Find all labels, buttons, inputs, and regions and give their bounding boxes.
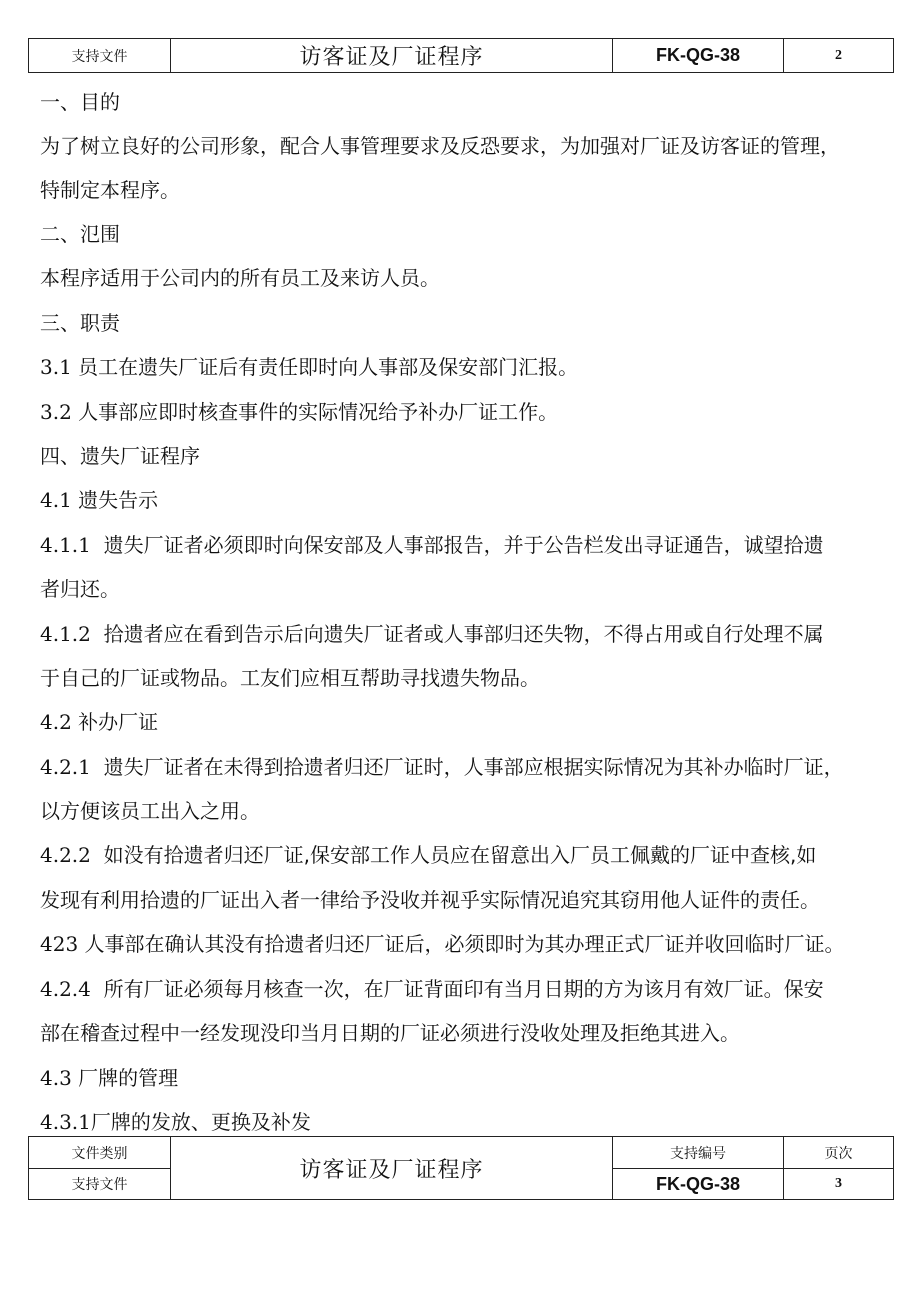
clause-number: 423: [40, 932, 79, 956]
section-heading-scope: 二、氾围: [40, 222, 120, 246]
paragraph-line: 本程序适用于公司内的所有员工及来访人员。: [40, 266, 440, 290]
clause-text: 人事部在确认其没有拾遗者归还厂证后，必须即时为其办理正式厂证并收回临时厂证。: [84, 932, 845, 956]
clause-number: 4.2.2: [40, 843, 91, 867]
section-heading-purpose: 一、目的: [40, 90, 120, 114]
clause-4-1-1: [40, 531, 824, 559]
clause-number: 4.2: [40, 710, 72, 734]
top-header-table: [28, 38, 894, 73]
clause-4-2-4: [40, 975, 824, 1003]
clause-number: 4.3: [40, 1066, 72, 1090]
paragraph-line: 以方便该员工出入之用。: [40, 799, 260, 823]
paragraph-line: 特制定本程序。: [40, 178, 180, 202]
clause-4-1: [40, 486, 158, 514]
clause-4-2-3: [40, 930, 845, 958]
clause-4-3: [40, 1064, 178, 1092]
clause-4-3-1: [40, 1108, 311, 1136]
clause-text: 遗失厂证者必须即时向保安部及人事部报告，并于公告栏发出寻证通告，诚望拾遗: [103, 533, 824, 557]
clause-number: 4.1: [40, 488, 72, 512]
paragraph-line: 部在稽查过程中一经发现没印当月日期的厂证必须进行没收处理及拒绝其进入。: [40, 1021, 740, 1045]
doc-code-cell: FK-QG-38: [613, 1169, 784, 1200]
doc-type-cell: 支持文件: [29, 1169, 171, 1200]
paragraph-line: 于自己的厂证或物品。工友们应相互帮助寻找遗失物品。: [40, 666, 540, 690]
clause-number: 3.2: [40, 400, 72, 424]
doc-title-cell: 访客证及厂证程序: [171, 39, 613, 73]
clause-number: 4.3.1: [40, 1110, 91, 1134]
clause-text: 拾遗者应在看到告示后向遗失厂证者或人事部归还失物，不得占用或自行处理不属: [103, 622, 824, 646]
clause-number: 4.2.1: [40, 755, 91, 779]
page-number-cell: 3: [784, 1169, 894, 1200]
clause-text: 所有厂证必须每月核查一次，在厂证背面印有当月日期的方为该月有效厂证。保安: [103, 977, 824, 1001]
clause-3-1: [40, 353, 578, 381]
section-heading-duties: 三、职责: [40, 311, 120, 335]
clause-text: 人事部应即时核查事件的实际情况给予补办厂证工作。: [78, 400, 559, 424]
clause-text: 员工在遗失厂证后有责任即时向人事部及保安部门汇报。: [78, 355, 579, 379]
clause-3-2: [40, 398, 558, 426]
doc-type-cell: 支持文件: [29, 39, 171, 73]
clause-4-2: [40, 708, 158, 736]
clause-number: 4.1.1: [40, 533, 91, 557]
page-label-cell: 页次: [784, 1137, 894, 1169]
paragraph-line: 者归还。: [40, 577, 120, 601]
doc-title-cell: 访客证及厂证程序: [171, 1137, 613, 1200]
paragraph-line: 为了树立良好的公司形象，配合人事管理要求及反恐要求，为加强对厂证及访客证的管理，: [40, 134, 840, 158]
doc-code-cell: FK-QG-38: [613, 39, 784, 73]
bottom-header-table: [28, 1136, 894, 1200]
clause-number: 3.1: [40, 355, 72, 379]
page-number-cell: 2: [784, 39, 894, 73]
clause-text: 补办厂证: [78, 710, 159, 734]
clause-text: 遗失厂证者在未得到拾遗者归还厂证时，人事部应根据实际情况为其补办临时厂证，: [103, 755, 844, 779]
clause-4-2-2: [40, 841, 816, 869]
clause-number: 4.1.2: [40, 622, 91, 646]
clause-text: 遗失告示: [78, 488, 159, 512]
clause-4-1-2: [40, 620, 824, 648]
clause-text: 如没有拾遗者归还厂证,保安部工作人员应在留意出入厂员工佩戴的厂证中查核,如: [103, 843, 817, 867]
clause-text: 厂牌的发放、更换及补发: [90, 1110, 311, 1134]
section-heading-lost-badge: 四、遗失厂证程序: [40, 444, 200, 468]
clause-text: 厂牌的管理: [78, 1066, 179, 1090]
category-label-cell: 文件类别: [29, 1137, 171, 1169]
code-label-cell: 支持编号: [613, 1137, 784, 1169]
clause-4-2-1: [40, 753, 844, 781]
paragraph-line: 发现有利用拾遗的厂证出入者一律给予没收并视乎实际情况追究其窃用他人证件的责任。: [40, 888, 820, 912]
clause-number: 4.2.4: [40, 977, 91, 1001]
